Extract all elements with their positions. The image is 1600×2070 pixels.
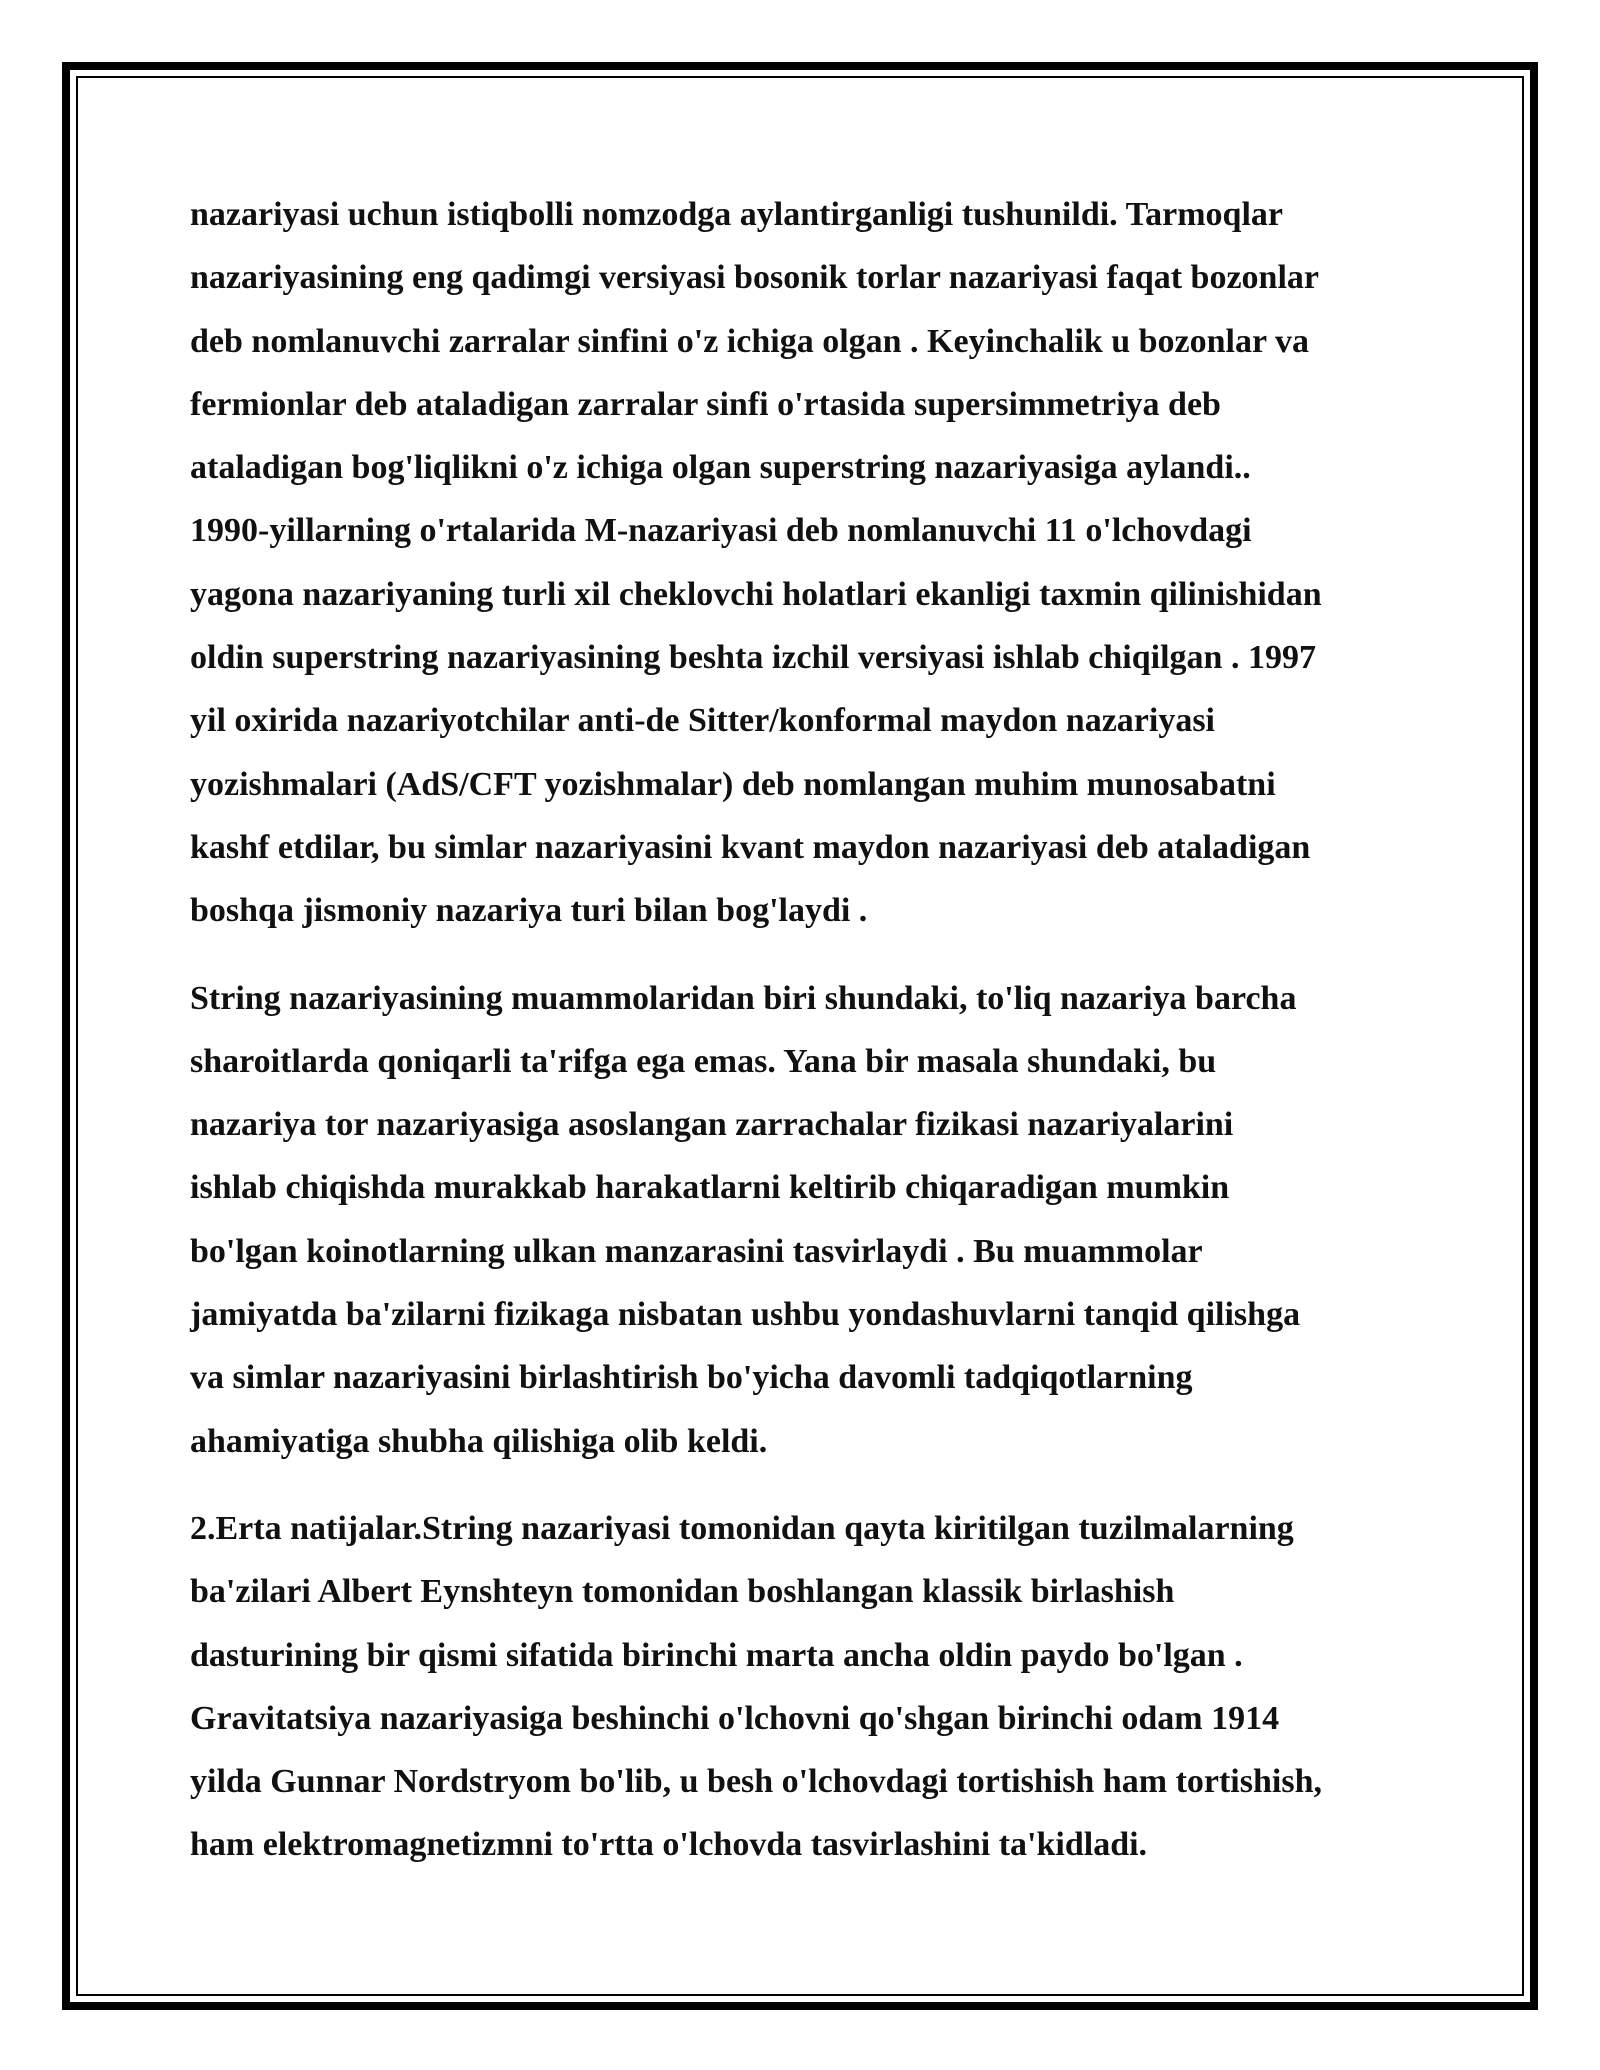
paragraph-1 (190, 183, 1420, 943)
text-line: 1990-yillarning o'rtalarida M-nazariyasi deb nomlanuvchi 11 o'lchovdagi (190, 512, 1252, 550)
paragraph-2 (190, 967, 1420, 1473)
text-line: dasturining bir qismi sifatida birinchi marta ancha oldin paydo bo'lgan . (190, 1636, 1243, 1674)
text-line: jamiyatda ba'zilarni fizikaga nisbatan ushbu yondashuvlarni tanqid qilishga (190, 1296, 1301, 1334)
text-line: ham elektromagnetizmni to'rtta o'lchovda tasvirlashini ta'kidladi. (190, 1826, 1148, 1864)
text-line: nazariyasi uchun istiqbolli nomzodga aylantirganligi tushunildi. Tarmoqlar (190, 196, 1283, 233)
text-line: fermionlar deb ataladigan zarralar sinfi o'rtasida supersimmetriya deb (190, 385, 1221, 423)
text-line: ba'zilari Albert Eynshteyn tomonidan boshlangan klassik birlashish (190, 1573, 1175, 1611)
text-line: nazariya tor nazariyasiga asoslangan zarrachalar fizikasi nazariyalarini (190, 1106, 1234, 1144)
text-line: ishlab chiqishda murakkab harakatlarni keltirib chiqaradigan mumkin (190, 1169, 1230, 1207)
text-line: ahamiyatiga shubha qilishiga olib keldi. (190, 1422, 768, 1460)
text-line: kashf etdilar, bu simlar nazariyasini kvant maydon nazariyasi deb ataladigan (190, 828, 1311, 866)
text-line: String nazariyasining muammolaridan biri shundaki, to'liq nazariya barcha (190, 979, 1297, 1017)
text-line: yilda Gunnar Nordstryom bo'lib, u besh o'lchovdagi tortishish ham tortishish, (190, 1763, 1322, 1801)
text-line: ataladigan bog'liqlikni o'z ichiga olgan superstring nazariyasiga aylandi.. (190, 449, 1251, 487)
text-line: oldin superstring nazariyasining beshta izchil versiyasi ishlab chiqilgan . 1997 (190, 639, 1316, 677)
text-line: sharoitlarda qoniqarli ta'rifga ega emas. Yana bir masala shundaki, bu (190, 1042, 1217, 1080)
text-line: bo'lgan koinotlarning ulkan manzarasini tasvirlaydi . Bu muammolar (190, 1232, 1203, 1270)
text-line: Gravitatsiya nazariyasiga beshinchi o'lchovni qo'shgan birinchi odam 1914 (190, 1699, 1280, 1737)
document-body (190, 183, 1420, 1877)
text-line: boshqa jismoniy nazariya turi bilan bog'laydi . (190, 892, 868, 930)
text-line: va simlar nazariyasini birlashtirish bo'yicha davomli tadqiqotlarning (190, 1359, 1193, 1397)
text-line: deb nomlanuvchi zarralar sinfini o'z ichiga olgan . Keyinchalik u bozonlar va (190, 322, 1309, 360)
text-line: nazariyasining eng qadimgi versiyasi bosonik torlar nazariyasi faqat bozonlar (190, 259, 1320, 297)
text-line: yozishmalari (AdS/CFT yozishmalar) deb nomlangan muhim munosabatni (190, 765, 1276, 803)
text-line: 2.Erta natijalar.String nazariyasi tomonidan qayta kiritilgan tuzilmalarning (190, 1509, 1294, 1547)
text-line: yil oxirida nazariyotchilar anti-de Sitter/konformal maydon nazariyasi (190, 702, 1215, 740)
text-line: yagona nazariyaning turli xil cheklovchi holatlari ekanligi taxmin qilinishidan (190, 575, 1322, 613)
paragraph-3 (190, 1497, 1420, 1877)
